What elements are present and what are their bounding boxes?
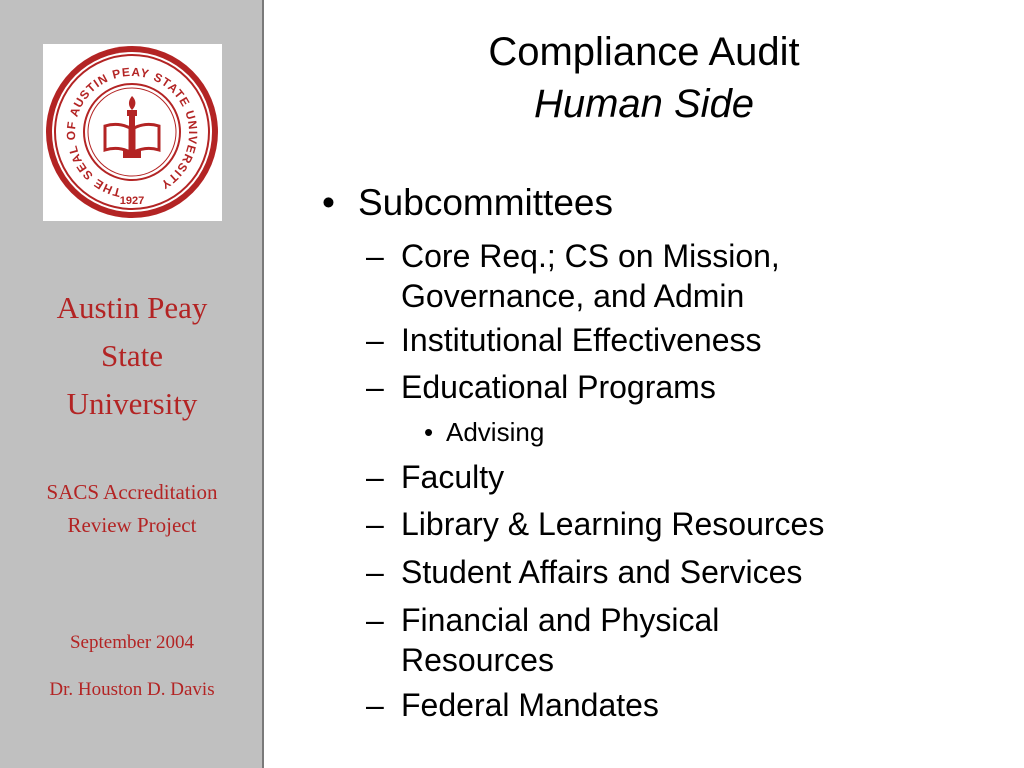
presentation-date: September 2004 bbox=[69, 632, 194, 653]
university-name-line: University bbox=[66, 386, 198, 421]
dash-icon: – bbox=[366, 238, 384, 274]
title-line: Compliance Audit bbox=[488, 30, 800, 74]
dash-icon: – bbox=[366, 554, 384, 590]
university-name-line: State bbox=[101, 338, 163, 373]
dash-icon: – bbox=[366, 687, 384, 723]
sub-list-item-text: Advising bbox=[446, 417, 545, 447]
subtitle-line: Human Side bbox=[533, 82, 755, 126]
list-item-text: Institutional Effectiveness bbox=[401, 322, 762, 358]
list-item-text: Resources bbox=[401, 642, 554, 678]
seal-year: 1927 bbox=[119, 195, 145, 207]
dash-icon: – bbox=[366, 322, 384, 358]
list-item-text: Financial and Physical bbox=[401, 602, 720, 638]
list-item-text: Faculty bbox=[401, 459, 505, 495]
university-name-line: Austin Peay bbox=[56, 290, 208, 325]
list-item-text: Student Affairs and Services bbox=[401, 554, 803, 590]
list-item-text: Educational Programs bbox=[401, 369, 716, 405]
dash-icon: – bbox=[366, 506, 384, 542]
list-item-text: Core Req.; CS on Mission, bbox=[401, 238, 780, 274]
list-item-text: Federal Mandates bbox=[401, 687, 659, 723]
presenter-name: Dr. Houston D. Davis bbox=[49, 679, 215, 700]
list-item-text: Governance, and Admin bbox=[401, 278, 745, 314]
bullet-icon: • bbox=[424, 417, 434, 447]
bullet-icon: • bbox=[322, 182, 335, 223]
dash-icon: – bbox=[366, 602, 384, 638]
project-name-line: Review Project bbox=[67, 513, 197, 537]
main-bullet-text: Subcommittees bbox=[358, 182, 613, 223]
list-item-text: Library & Learning Resources bbox=[401, 506, 825, 542]
dash-icon: – bbox=[366, 459, 384, 495]
project-name-line: SACS Accreditation bbox=[46, 480, 218, 504]
dash-icon: – bbox=[366, 369, 384, 405]
seal-ring-text: THE SEAL OF AUSTIN PEAY STATE UNIVERSITY bbox=[63, 64, 201, 200]
